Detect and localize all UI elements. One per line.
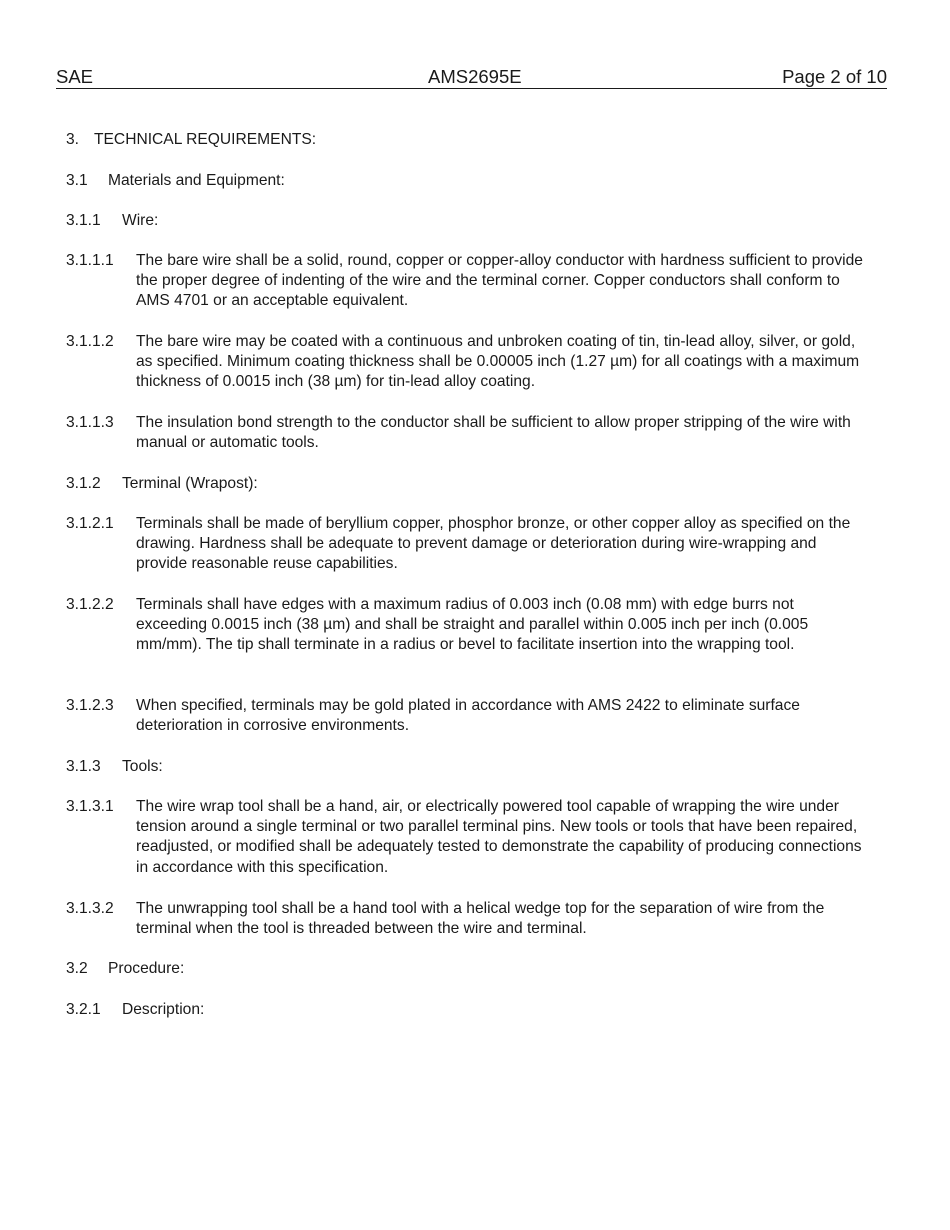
paragraph-number: 3.1.1.1 bbox=[66, 252, 114, 269]
paragraph-3-1-3-1 bbox=[66, 797, 866, 878]
section-title: Procedure: bbox=[108, 960, 185, 977]
paragraph-text: The wire wrap tool shall be a hand, air, or electrically powered tool capable of wrapping the wire under tension around a single terminal or two parallel terminal pins. New tools or tools that have been repaired, readjusted, or modified shall be adequately tested to demonstrate the capability of producing connections in accordance with this specification. bbox=[136, 798, 862, 876]
paragraph-number: 3.1.2.1 bbox=[66, 515, 114, 532]
paragraph-number: 3.1.2.3 bbox=[66, 697, 114, 714]
section-title: Wire: bbox=[122, 212, 159, 229]
section-number: 3.1.1 bbox=[66, 212, 101, 229]
paragraph-3-1-2-1 bbox=[66, 514, 866, 575]
section-title: Materials and Equipment: bbox=[108, 172, 285, 189]
section-heading-3-2 bbox=[66, 959, 184, 979]
paragraph-3-1-1-2 bbox=[66, 332, 866, 393]
section-number: 3.1.2 bbox=[66, 475, 101, 492]
paragraph-text: When specified, terminals may be gold plated in accordance with AMS 2422 to eliminate surface deterioration in corrosive environments. bbox=[136, 697, 800, 735]
paragraph-text: Terminals shall be made of beryllium copper, phosphor bronze, or other copper alloy as specified on the drawing. Hardness shall be adequate to prevent damage or deterioration during wire-wrapping and provide reasonable reuse capabilities. bbox=[136, 515, 851, 573]
section-title: Terminal (Wrapost): bbox=[122, 475, 258, 492]
paragraph-text: The insulation bond strength to the conductor shall be sufficient to allow proper stripping of the wire with manual or automatic tools. bbox=[136, 414, 851, 452]
paragraph-text: The bare wire may be coated with a continuous and unbroken coating of tin, tin-lead alloy, silver, or gold, as specified. Minimum coating thickness shall be 0.00005 inch (1.27 µm) for all coatings with a maximum thickness of 0.0015 inch (38 µm) for tin-lead alloy coating. bbox=[136, 333, 860, 391]
paragraph-number: 3.1.2.2 bbox=[66, 596, 114, 613]
paragraph-text: The bare wire shall be a solid, round, copper or copper-alloy conductor with hardness sufficient to provide the proper degree of indenting of the wire and the terminal corner. Copper conductors shall conform to AMS 4701 or an acceptable equivalent. bbox=[136, 252, 863, 310]
paragraph-text: The unwrapping tool shall be a hand tool with a helical wedge top for the separation of wire from the terminal when the tool is threaded between the wire and terminal. bbox=[136, 900, 825, 938]
section-number: 3.1.3 bbox=[66, 758, 101, 775]
paragraph-3-1-1-1 bbox=[66, 251, 866, 312]
section-heading-3-2-1 bbox=[66, 1000, 204, 1020]
paragraph-number: 3.1.1.3 bbox=[66, 414, 114, 431]
paragraph-number: 3.1.3.2 bbox=[66, 900, 114, 917]
section-number: 3.1 bbox=[66, 172, 88, 189]
header-document-number: AMS2695E bbox=[428, 66, 522, 87]
section-heading-3 bbox=[66, 130, 316, 150]
paragraph-3-1-2-2 bbox=[66, 595, 866, 656]
section-heading-3-1-1 bbox=[66, 211, 158, 231]
section-title: Description: bbox=[122, 1001, 205, 1018]
section-number: 3.2.1 bbox=[66, 1001, 101, 1018]
paragraph-3-1-3-2 bbox=[66, 899, 866, 939]
section-heading-3-1 bbox=[66, 171, 285, 191]
section-number: 3. bbox=[66, 131, 80, 148]
paragraph-number: 3.1.3.1 bbox=[66, 798, 114, 815]
page-header bbox=[56, 66, 887, 89]
header-organization: SAE bbox=[56, 66, 94, 87]
paragraph-text: Terminals shall have edges with a maximum radius of 0.003 inch (0.08 mm) with edge burrs not exceeding 0.0015 inch (38 µm) and shall be straight and parallel within 0.005 inch per inch (0.005 mm/mm). The tip shall terminate in a radius or bevel to facilitate insertion into the wrapping tool. bbox=[136, 596, 809, 654]
section-heading-3-1-2 bbox=[66, 474, 258, 494]
section-title: TECHNICAL REQUIREMENTS: bbox=[94, 131, 317, 148]
section-title: Tools: bbox=[122, 758, 163, 775]
header-page-number: Page 2 of 10 bbox=[782, 66, 887, 87]
paragraph-3-1-1-3 bbox=[66, 413, 866, 453]
section-number: 3.2 bbox=[66, 960, 88, 977]
paragraph-3-1-2-3 bbox=[66, 696, 866, 736]
section-heading-3-1-3 bbox=[66, 757, 163, 777]
paragraph-number: 3.1.1.2 bbox=[66, 333, 114, 350]
